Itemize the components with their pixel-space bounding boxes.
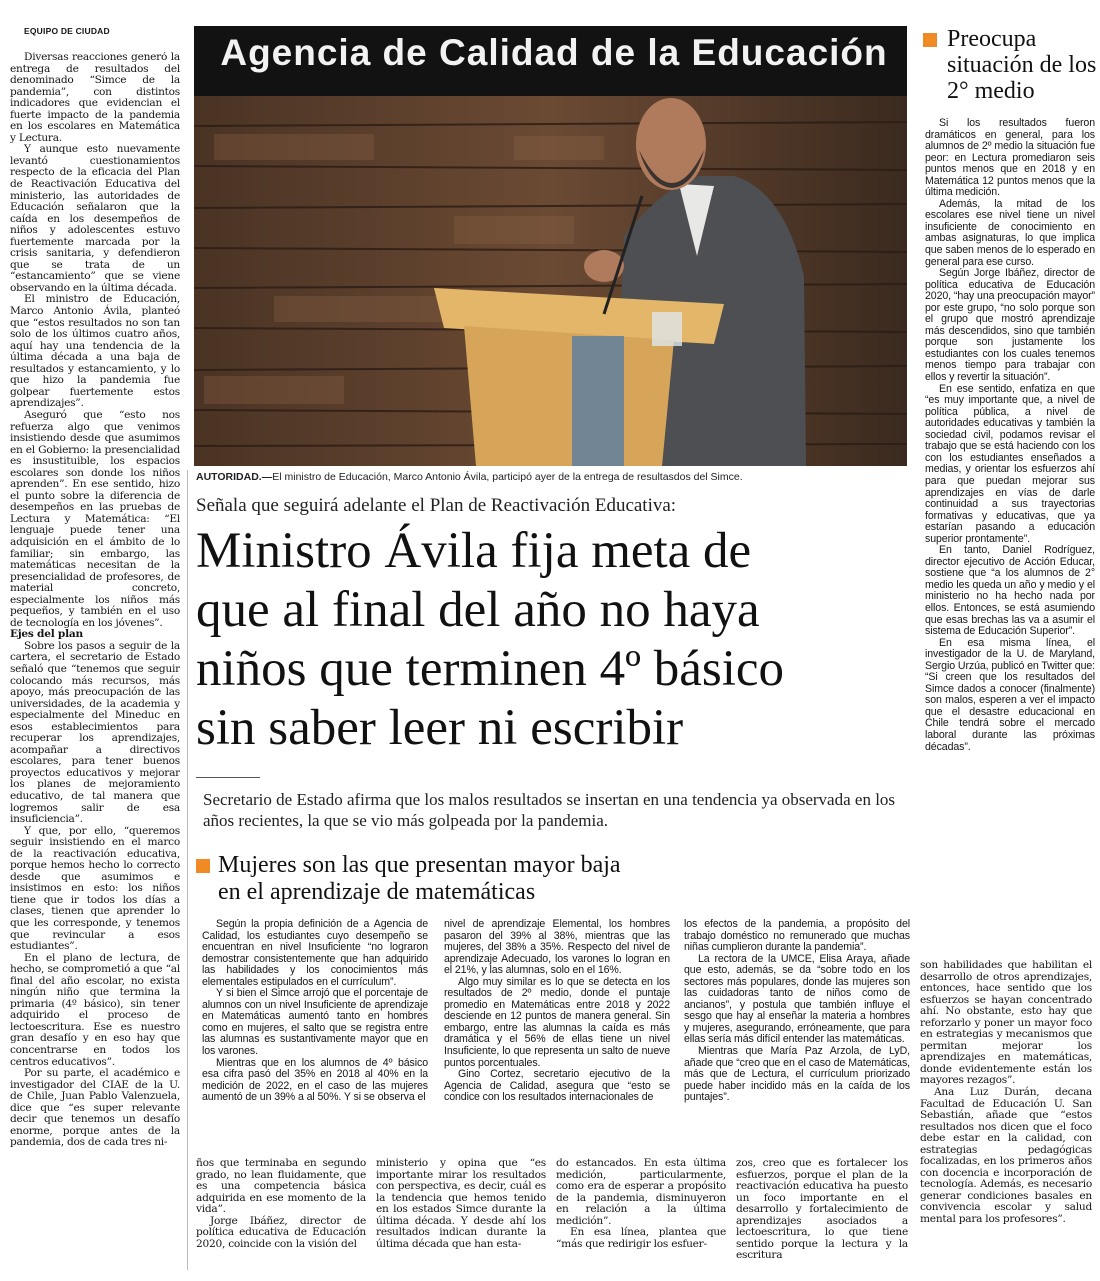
women-title-line2: en el aprendizaje de matemáticas — [218, 879, 536, 905]
headline-line: que al final del año no haya — [196, 582, 760, 638]
caption-text: El ministro de Educación, Marco Antonio Ávila, participó ayer de la entrega de resultasdos del Simce. — [272, 471, 743, 483]
bottom-paragraph: Jorge Ibáñez, director de política educativa de Educación 2020, coincide con la visión del — [196, 1214, 366, 1250]
bottom-column-4 — [736, 1158, 908, 1270]
left-column — [10, 52, 180, 1270]
women-box-heading — [196, 852, 896, 906]
sidebar-paragraph: Además, la mitad de los escolares ese nivel tiene un nivel insuficiente de conocimiento en ambas asignaturas, lo que implica que saben menos de lo esperado en general para ese curso. — [925, 197, 1095, 268]
section-title-ejes: Ejes del plan — [10, 628, 83, 641]
women-paragraph: Y si bien el Simce arrojó que el porcentaje de alumnos con un nivel Insuficiente de aprendizaje en Matemáticas aumentó tanto en hombres como en mujeres, el salto que se registra entre las alumnas es sustantivamente mayor que en los varones. — [202, 987, 428, 1058]
bottom-paragraph: do estancados. En esta última medición, particularmente, como era de esperar a propósito de la pandemia, disminuyeron en relación a la última medición”. — [556, 1158, 726, 1227]
sidebar-paragraph: En tanto, Daniel Rodríguez, director ejecutivo de Acción Educar, sostiene que “a los alumnos de 2° medio les queda un año y medio y el ministerio no ha hecho nada por ellos. Entonces, se está asumiendo que esas brechas las va a asumir el sistema de Educación Superior”. — [925, 544, 1095, 638]
sidebar-paragraph: Según Jorge Ibáñez, director de política educativa de Educación 2020, “hay una preocupación mayor” por este grupo, “no solo porque son el grupo que mostró aprendizaje más descendidos, sino que también porque son justamente los estudiantes con los cuales tenemos menos tiempo para trabajar con ellos y revertir la situación”. — [925, 267, 1095, 384]
left-column-intro — [10, 52, 180, 629]
headline-rule — [196, 777, 260, 778]
left-paragraph: En el plano de lectura, de hecho, se comprometió a que “al final del año escolar, no exista ningún niño que termina la primaria (4º básico), sin tener adquirido el proceso de lectoescritura. Ese es nuestro gran desafío y en eso hay que concentrarse en todos los centros educativos”. — [10, 951, 180, 1068]
section-label: EQUIPO DE CIUDAD — [24, 26, 110, 36]
sidebar-paragraph: En esa misma línea, el investigador de la U. de Maryland, Sergio Urzúa, publicó en Twitter que: “Si creen que los resultados del Simce dados a conocer (finalmente) son malos, esperen a ver el impacto que el desastre educacional en Chile tendrá sobre el mercado laboral durante las próximas décadas”. — [925, 636, 1095, 753]
sidebar-paragraph: En ese sentido, enfatiza en que “es muy importante que, a nivel de política pública, a nivel de autoridades educativas y también la sociedad civil, podamos revisar el trabajo que se está haciendo con los con los estudiantes enseñados a medias, y orientar los esfuerzos ahí para que puedan mejorar sus aprendizajes en vías de darle continuidad a sus trayectorias formativas y educativas, que ya estarían pasando a educación superior prontamente”. — [925, 382, 1095, 545]
headline-line: niños que terminen 4º básico — [196, 641, 785, 697]
bottom-column-1 — [196, 1158, 366, 1270]
left-paragraph: Diversas reacciones generó la entrega de resultados del denominado “Simce de la pandemia”, con distintos indicadores que evidencian el fuerte impacto de la pandemia en los escolares en Matemática y Lectura. — [10, 52, 180, 144]
women-paragraph: La rectora de la UMCE, Elisa Araya, añade que esto, además, se da “sobre todo en los sectores más populares, donde las mujeres son las cuidadoras tanto de niños como de ancianos”, y postula que también influye el sesgo que hay al enseñar la materia a hombres y mujeres, asegurando, erróneamente, que para ellas sería más difícil entender las matemáticas. — [684, 952, 910, 1046]
deck: Secretario de Estado afirma que los malos resultados se insertan en una tendencia ya observada en los años recientes, la que se vio más golpeada por la pandemia. — [203, 790, 896, 830]
bottom-paragraph: zos, creo que es fortalecer los esfuerzos, porque el plan de la reactivación educativa ha puesto un foco importante en el desarrollo y fortalecimiento de aprendizajes asociados a lectoescritura, lo que tiene sentido porque la lectura y la escritura — [736, 1158, 908, 1262]
women-paragraph: Según la propia definición de a Agencia de Calidad, los estudiantes cuyo desempeño se encuentran en nivel Insuficiente “no lograron demostrar consistentemente que han adquirido las habilidades y los conocimientos más elementales estipulados en el currículum”. — [202, 919, 428, 988]
women-paragraph: Algo muy similar es lo que se detecta en los resultados de 2º medio, donde el puntaje promedio en Matemáticas entre 2018 y 2022 desciende en 12 puntos de manera general. Sin embargo, entre las alumnas la caída es más dramática y el 56% de ellas tiene un nivel Insuficiente, lo que representa un salto de nueve puntos porcentuales. — [444, 975, 670, 1069]
bottom-paragraph: son habilidades que habilitan el desarrollo de otros aprendizajes, entonces, hace sentido que los esfuerzos se hayan concentrado ahí. No obstante, esto hay que reforzarlo y poner un mayor foco en estrategias y mecanismos que permitan mejorar los aprendizajes en matemáticas, donde evidentemente están los mayores rezagos”. — [920, 960, 1092, 1087]
bottom-paragraph: ños que terminaba en segundo grado, no lean fluidamente, que es una competencia básica adquirida en ese momento de la vida”. — [196, 1158, 366, 1216]
sidebar-title: Preocupa situación de los 2° medio — [947, 26, 1097, 104]
orange-square-icon — [923, 33, 937, 47]
photo-illustration — [194, 26, 907, 466]
bottom-paragraph: En esa línea, plantea que “más que redirigir los esfuer- — [556, 1226, 726, 1250]
women-column-1 — [202, 919, 428, 1147]
left-paragraph: Sobre los pasos a seguir de la cartera, el secretario de Estado señaló que “tenemos que seguir colocando más recursos, más apoyo, más preocupación de las universidades, de la academia y especialmente del Mineduc en esos establecimientos para recuperar los aprendizajes, acompañar a directivos escolares, para tener buenos proyectos educativos y mejorar los planes de mejoramiento educativo, de tal manera que logremos salir de esa insuficiencia”. — [10, 639, 180, 826]
sidebar-paragraph: Si los resultados fueron dramáticos en general, para los alumnos de 2º medio la situación fue peor: en Lectura promediaron seis puntos menos que en 2018 y en Matemática 12 puntos menos que la última medición. — [925, 118, 1095, 199]
left-paragraph: El ministro de Educación, Marco Antonio Ávila, planteó que “estos resultados no son tan solo de los últimos cuatro años, aquí hay una tendencia de la última década a una baja de resultados y estancamiento, y lo que hizo la pandemia fue golpear fuertemente estos aprendizajes”. — [10, 293, 180, 410]
left-paragraph: Aseguró que “esto nos refuerza algo que venimos insistiendo desde que asumimos en el Gobierno: la presencialidad es insustituible, los espacios escolares son donde los niños aprenden”. En ese sentido, hizo el punto sobre la diferencia de desempeños en las pruebas de Lectura y Matemática: “El lenguaje puede tener una adquisición en el ámbito de lo familiar; sin embargo, las matemáticas necesitan de la presencialidad de profesores, de material concreto, especialmente los niños más pequeños, y también en el uso de tecnología en los jóvenes”. — [10, 408, 180, 629]
women-paragraph: Gino Cortez, secretario ejecutivo de la Agencia de Calidad, asegura que “esto se condice con los resultados internacionales de — [444, 1068, 670, 1104]
orange-square-icon — [196, 859, 210, 873]
women-paragraph: Mientras que en los alumnos de 4º básico esa cifra pasó del 35% en 2018 al 40% en la medición de 2022, en el caso de las mujeres aumentó de un 39% a al 50%. Y si se observa el — [202, 1056, 428, 1104]
news-photo — [194, 26, 907, 466]
bottom-column-3 — [556, 1158, 726, 1270]
left-column-plan — [10, 641, 180, 1149]
photo-caption — [196, 471, 743, 483]
left-paragraph: Por su parte, el académico e investigador del CIAE de la U. de Chile, Juan Pablo Valenzuela, dice que “es super relevante decir que tenemos un desafío enorme, porque antes de la pandemia, dos de cada tres ni- — [10, 1067, 180, 1149]
women-paragraph: Mientras que María Paz Arzola, de LyD, añade que “creo que en el caso de Matemáticas, más que de Lectura, el currículum priorizado puede haber incidido más en la caída de los puntajes”. — [684, 1045, 910, 1104]
sidebar-box — [917, 26, 1097, 104]
women-title-line1: Mujeres son las que presentan mayor baja — [218, 852, 621, 878]
bottom-column-2 — [376, 1158, 546, 1270]
women-column-3 — [684, 919, 910, 1147]
column-rule — [187, 470, 188, 1270]
left-paragraph: Y aunque esto nuevamente levantó cuestionamientos respecto de la eficacia del Plan de Reactivación Educativa del ministerio, las autoridades de Educación señalaron que la caída en los desempeños de niños y adolescentes estuvo fuertemente marcada por la crisis sanitaria, y defendieron que se trata de un “estancamiento” que se viene observando en la última década. — [10, 143, 180, 294]
women-paragraph: nivel de aprendizaje Elemental, los hombres pasaron del 39% al 38%, mientras que las mujeres, del 38% a 35%. Respecto del nivel de aprendizaje Adecuado, los varones lo logran en el 21%, y las alumnas, solo en el 16%. — [444, 919, 670, 977]
bottom-paragraph: Ana Luz Durán, decana Facultad de Educación U. San Sebastián, añade que “estos resultados nos dicen que el foco debe estar en la calidad, con estrategias pedagógicas focalizadas, en los primeros años con docencia e incorporación de tecnología. Además, es necesario generar condiciones basales en convivencia escolar y salud mental para los profesores”. — [920, 1086, 1092, 1226]
headline — [196, 522, 916, 758]
sidebar-body — [925, 118, 1095, 938]
sidebar-title-wrap — [917, 26, 1097, 104]
bottom-column-5 — [920, 960, 1092, 1270]
left-paragraph: Y que, por ello, “queremos seguir insistiendo en el marco de la reactivación educativa, porque hemos hecho lo correcto desde que asumimos e insistimos en esto: los niños tiene que ir todos los días a clases, tienen que aprender lo que les corresponde, y tenemos que revincular a esos estudiantes”. — [10, 824, 180, 953]
women-paragraph: los efectos de la pandemia, a propósito del trabajo doméstico no remunerado que muchas niñas cumplieron durante la pandemia”. — [684, 919, 910, 954]
caption-label: AUTORIDAD.— — [196, 471, 273, 483]
bottom-paragraph: ministerio y opina que “es importante mirar los resultados con perspectiva, es decir, cuál es la tendencia que hemos tenido en los estados Simce durante la última década. Y desde ahí los resultados indican durante la última década que han esta- — [376, 1158, 546, 1250]
kicker: Señala que seguirá adelante el Plan de Reactivación Educativa: — [196, 495, 677, 516]
women-column-2 — [444, 919, 670, 1147]
headline-line: sin saber leer ni escribir — [196, 700, 684, 756]
photo-sign-text: Agencia de Calidad de la Educación — [220, 32, 888, 73]
headline-line: Ministro Ávila fija meta de — [196, 523, 752, 579]
